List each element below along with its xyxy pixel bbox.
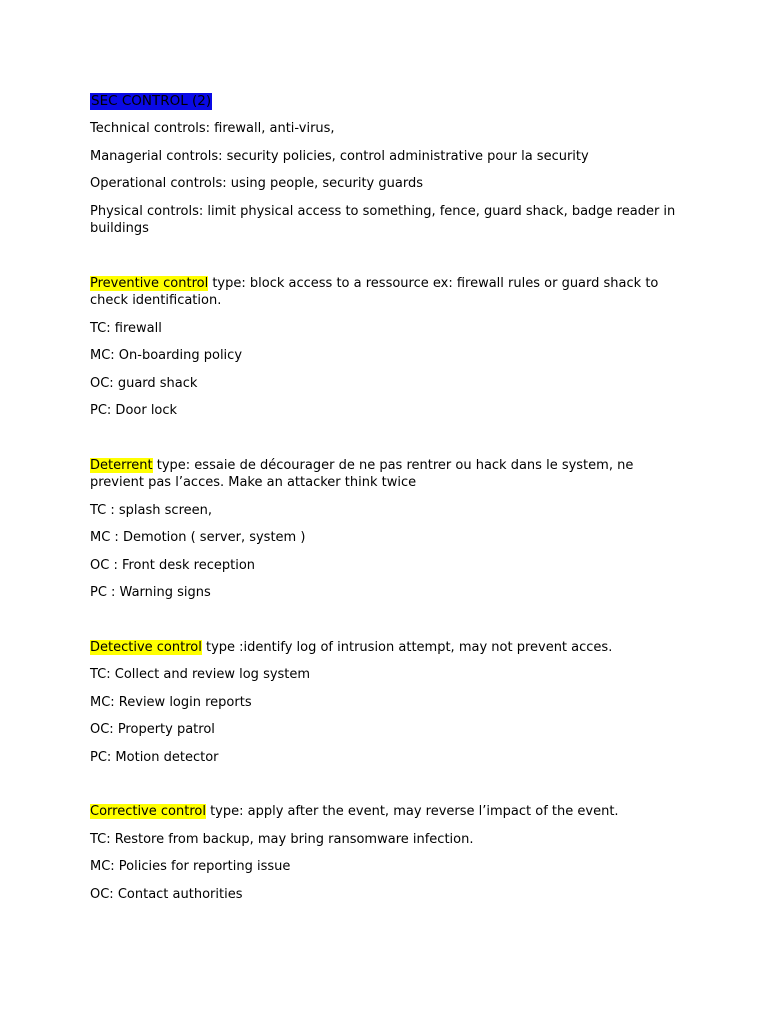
list-item: OC: guard shack [90,375,198,391]
list-item: OC: Property patrol [90,722,215,737]
section-heading [90,639,690,657]
list-item: MC: Review login reports [90,694,252,710]
section-description: type :identify log of intrusion attempt, may not prevent acces. [201,639,613,655]
intro-line: Managerial controls: security policies, control administrative pour la security [90,148,589,164]
section-description: type: essaie de décourager de ne pas rentrer ou hack dans le system, ne previent pas l’acces. Make an attacker think twice [90,457,634,490]
highlighted-term: Corrective control [90,804,206,819]
highlighted-term: Preventive control [90,275,209,291]
intro-line: Technical controls: firewall, anti-virus, [90,121,335,136]
section-heading [90,803,690,821]
list-item: MC: Policies for reporting issue [90,859,291,874]
list-item: PC: Door lock [90,403,178,418]
section-deterrent [90,457,690,602]
list-item: OC: Contact authorities [90,886,243,902]
highlighted-term: Detective control [90,639,202,655]
section-heading [90,457,690,492]
list-item: MC: On-boarding policy [90,348,243,363]
list-item: PC: Motion detector [90,749,219,765]
list-item: TC: Collect and review log system [90,667,311,682]
section-description: type: block access to a ressource ex: firewall rules or guard shack to check identification. [90,275,659,308]
section-corrective [90,803,690,903]
list-item: OC : Front desk reception [90,557,256,573]
document-title: SEC CONTROL (2) [91,93,212,109]
list-item: TC : splash screen, [90,502,212,518]
list-item: TC: firewall [90,320,162,336]
section-detective [90,639,690,767]
section-heading [90,275,690,310]
document-body [90,93,690,913]
highlighted-term: Deterrent [90,457,153,473]
section-preventive [90,275,690,420]
list-item: PC : Warning signs [90,585,211,600]
section-description: type: apply after the event, may reverse l’impact of the event. [205,804,619,819]
list-item: TC: Restore from backup, may bring ransomware infection. [90,831,474,847]
list-item: MC : Demotion ( server, system ) [90,530,306,545]
intro-line: Physical controls: limit physical access to something, fence, guard shack, badge reader in buildings [90,203,676,236]
intro-line: Operational controls: using people, security guards [90,176,423,191]
